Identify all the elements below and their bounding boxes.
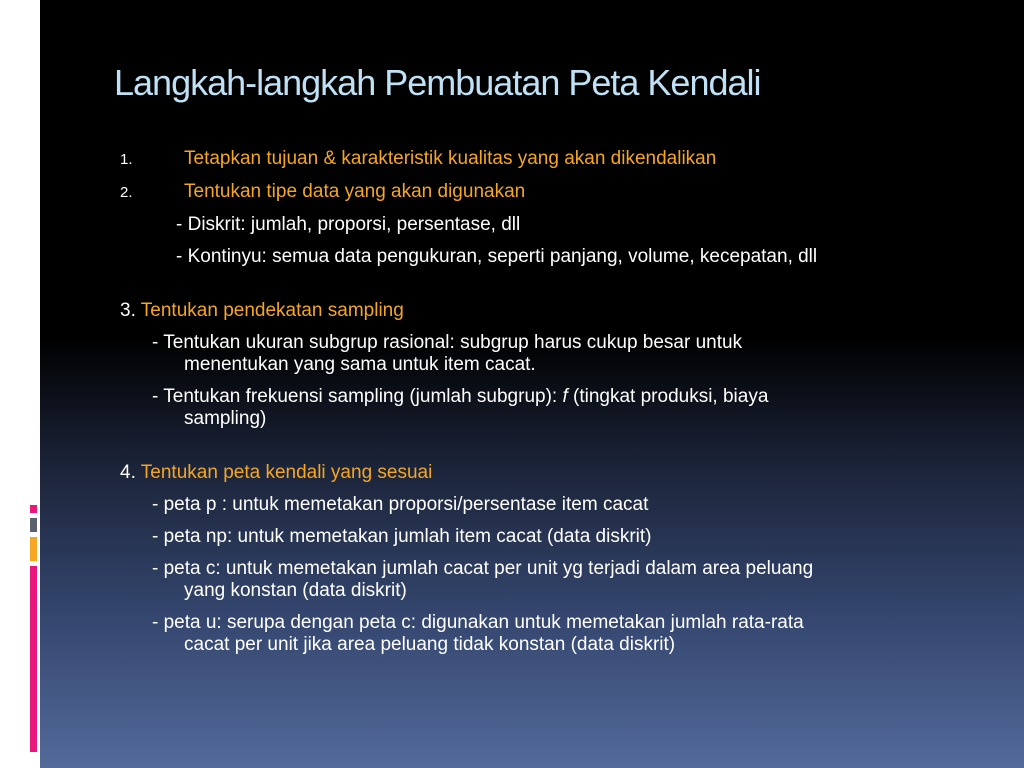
sub-line	[120, 386, 980, 408]
left-decoration-strip	[0, 0, 40, 768]
list-number: 4.	[120, 462, 136, 483]
list-item-1	[120, 148, 980, 171]
sub-item-peta-u	[120, 612, 980, 656]
sub-item-peta-np	[120, 526, 980, 548]
sub-line: - peta p : untuk memetakan proporsi/persentase item cacat	[152, 494, 649, 515]
slide-content	[120, 148, 980, 655]
sub-line: menentukan yang sama untuk item cacat.	[184, 354, 536, 375]
sub-line: sampling)	[184, 408, 267, 429]
list-number: 1.	[120, 151, 133, 168]
sub-item-peta-c	[120, 558, 980, 602]
sub-line: yang konstan (data diskrit)	[184, 580, 407, 601]
sub-line: - peta u: serupa dengan peta c: digunakan untuk memetakan jumlah rata-rata	[152, 612, 804, 633]
strip-segment-pink-long	[30, 566, 37, 752]
list-item-text: Tentukan tipe data yang akan digunakan	[184, 181, 526, 202]
list-item-text: Tetapkan tujuan & karakteristik kualitas yang akan dikendalikan	[184, 148, 717, 169]
list-number: 2.	[120, 184, 133, 201]
sub-item-diskrit: - Diskrit: jumlah, proporsi, persentase, dll	[176, 214, 521, 235]
sub-line: - peta np: untuk memetakan jumlah item cacat (data diskrit)	[152, 526, 652, 547]
list-item-3	[120, 300, 980, 322]
sub-line: - peta c: untuk memetakan jumlah cacat per unit yg terjadi dalam area peluang	[152, 558, 814, 579]
sub-line: cacat per unit jika area peluang tidak konstan (data diskrit)	[184, 634, 676, 655]
sub-item-ukuran	[120, 332, 980, 376]
sub-line-pre: - Tentukan frekuensi sampling (jumlah subgrup):	[152, 386, 563, 407]
sub-line-post: (tingkat produksi, biaya	[567, 386, 769, 407]
sub-item-kontinyu: - Kontinyu: semua data pengukuran, seperti panjang, volume, kecepatan, dll	[176, 246, 818, 267]
sub-line: - Tentukan ukuran subgrup rasional: subgrup harus cukup besar untuk	[152, 332, 743, 353]
strip-segment-pink	[30, 505, 37, 513]
list-item-2	[120, 181, 980, 204]
slide-title: Langkah-langkah Pembuatan Peta Kendali	[114, 62, 761, 103]
strip-segment-yellow	[30, 537, 37, 561]
strip-segment-gray	[30, 518, 37, 532]
list-number: 3.	[120, 300, 136, 321]
list-item-text: Tentukan pendekatan sampling	[140, 300, 404, 321]
list-item-4	[120, 462, 980, 484]
sub-item-peta-p	[120, 494, 980, 516]
sub-item-frekuensi	[120, 386, 980, 430]
list-item-text: Tentukan peta kendali yang sesuai	[140, 462, 433, 483]
symbol-f: f	[562, 386, 568, 407]
